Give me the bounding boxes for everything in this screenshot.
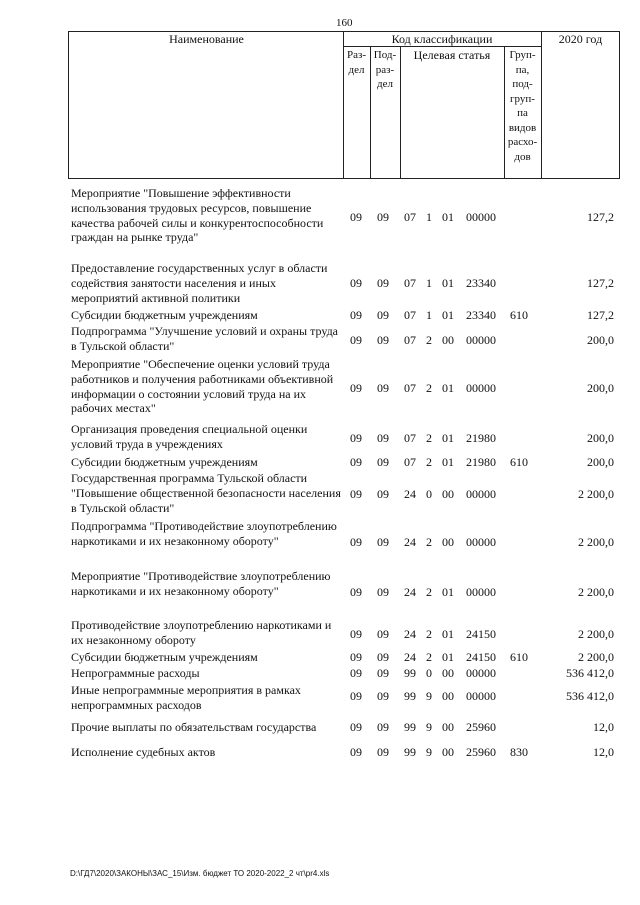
row-target-3: 00 bbox=[442, 666, 454, 680]
row-podrazdel: 09 bbox=[377, 276, 389, 290]
row-target-1: 07 bbox=[404, 333, 416, 347]
row-name: Подпрограмма "Улучшение условий и охраны труда в Тульской области" bbox=[71, 324, 338, 353]
row-podrazdel: 09 bbox=[377, 650, 389, 664]
row-group: 610 bbox=[510, 455, 528, 469]
row-target-2: 1 bbox=[426, 210, 432, 224]
row-target-1: 07 bbox=[404, 381, 416, 395]
row-name: Противодействие злоупотреблению наркотиками и их незаконному обороту bbox=[71, 618, 332, 647]
row-amount: 2 200,0 bbox=[578, 487, 614, 501]
row-target-2: 9 bbox=[426, 745, 432, 759]
row-razdel: 09 bbox=[350, 745, 362, 759]
row-target-3: 01 bbox=[442, 381, 454, 395]
row-target-2: 2 bbox=[426, 431, 432, 445]
row-amount: 200,0 bbox=[587, 381, 614, 395]
header-year: 2020 год bbox=[558, 32, 603, 46]
row-razdel: 09 bbox=[350, 585, 362, 599]
row-razdel: 09 bbox=[350, 650, 362, 664]
row-target-4: 25960 bbox=[466, 720, 496, 734]
row-amount: 200,0 bbox=[587, 333, 614, 347]
row-group: 830 bbox=[510, 745, 528, 759]
row-razdel: 09 bbox=[350, 381, 362, 395]
row-target-3: 01 bbox=[442, 431, 454, 445]
row-name: Мероприятие "Повышение эффективности использования трудовых ресурсов, повышение качества рабочей силы и конкурентоспособности граждан на рынке труда" bbox=[71, 186, 324, 245]
header-classification: Код классификации bbox=[391, 32, 493, 46]
row-target-3: 00 bbox=[442, 333, 454, 347]
row-amount: 2 200,0 bbox=[578, 650, 614, 664]
row-target-1: 07 bbox=[404, 210, 416, 224]
header-podrazdel: Под- раз- дел bbox=[373, 49, 397, 90]
row-razdel: 09 bbox=[350, 455, 362, 469]
row-target-2: 2 bbox=[426, 333, 432, 347]
row-target-3: 01 bbox=[442, 585, 454, 599]
row-target-2: 2 bbox=[426, 455, 432, 469]
row-target-4: 24150 bbox=[466, 650, 496, 664]
file-path-footer: D:\ГД7\2020\ЗАКОНЫ\ЗАС_15\Изм. бюджет ТО 2020-2022_2 чт\pr4.xls bbox=[70, 869, 330, 878]
row-target-2: 2 bbox=[426, 585, 432, 599]
row-target-1: 99 bbox=[404, 720, 416, 734]
row-podrazdel: 09 bbox=[377, 745, 389, 759]
row-amount: 2 200,0 bbox=[578, 627, 614, 641]
row-amount: 536 412,0 bbox=[566, 689, 614, 703]
row-razdel: 09 bbox=[350, 210, 362, 224]
row-name: Мероприятие "Противодействие злоупотреблению наркотиками и их незаконному обороту" bbox=[71, 569, 331, 598]
row-target-1: 24 bbox=[404, 627, 416, 641]
row-razdel: 09 bbox=[350, 487, 362, 501]
row-target-4: 00000 bbox=[466, 333, 496, 347]
row-target-3: 01 bbox=[442, 210, 454, 224]
header-target: Целевая статья bbox=[413, 48, 491, 62]
row-target-1: 24 bbox=[404, 535, 416, 549]
row-name: Иные непрограммные мероприятия в рамках непрограммных расходов bbox=[71, 683, 301, 712]
row-target-4: 21980 bbox=[466, 455, 496, 469]
row-target-4: 00000 bbox=[466, 666, 496, 680]
row-razdel: 09 bbox=[350, 431, 362, 445]
row-name: Субсидии бюджетным учреждениям bbox=[71, 308, 258, 322]
page-number: 160 bbox=[336, 17, 353, 29]
row-target-4: 00000 bbox=[466, 585, 496, 599]
row-target-1: 24 bbox=[404, 585, 416, 599]
row-podrazdel: 09 bbox=[377, 381, 389, 395]
row-amount: 536 412,0 bbox=[566, 666, 614, 680]
row-amount: 2 200,0 bbox=[578, 535, 614, 549]
row-podrazdel: 09 bbox=[377, 720, 389, 734]
row-name: Предоставление государственных услуг в области содействия занятости населения и иных мероприятий активной политики bbox=[71, 261, 328, 305]
row-razdel: 09 bbox=[350, 276, 362, 290]
row-amount: 12,0 bbox=[593, 745, 614, 759]
row-target-2: 9 bbox=[426, 720, 432, 734]
row-name: Непрограммные расходы bbox=[71, 666, 200, 680]
header-razdel: Раз- дел bbox=[346, 49, 366, 76]
row-target-3: 00 bbox=[442, 720, 454, 734]
row-name: Государственная программа Тульской области "Повышение общественной безопасности населения в Тульской области" bbox=[71, 471, 341, 515]
row-target-4: 00000 bbox=[466, 381, 496, 395]
row-razdel: 09 bbox=[350, 308, 362, 322]
row-target-3: 00 bbox=[442, 689, 454, 703]
row-target-2: 2 bbox=[426, 650, 432, 664]
row-amount: 200,0 bbox=[587, 455, 614, 469]
row-target-2: 1 bbox=[426, 308, 432, 322]
row-amount: 12,0 bbox=[593, 720, 614, 734]
row-name: Подпрограмма "Противодействие злоупотреблению наркотиками и их незаконному обороту" bbox=[71, 519, 337, 548]
row-podrazdel: 09 bbox=[377, 535, 389, 549]
row-target-3: 00 bbox=[442, 535, 454, 549]
row-amount: 200,0 bbox=[587, 431, 614, 445]
row-podrazdel: 09 bbox=[377, 487, 389, 501]
row-amount: 2 200,0 bbox=[578, 585, 614, 599]
row-amount: 127,2 bbox=[587, 276, 614, 290]
row-podrazdel: 09 bbox=[377, 431, 389, 445]
row-target-3: 01 bbox=[442, 308, 454, 322]
row-target-4: 00000 bbox=[466, 689, 496, 703]
row-razdel: 09 bbox=[350, 535, 362, 549]
row-razdel: 09 bbox=[350, 689, 362, 703]
row-name: Исполнение судебных актов bbox=[71, 745, 216, 759]
row-podrazdel: 09 bbox=[377, 689, 389, 703]
row-podrazdel: 09 bbox=[377, 308, 389, 322]
row-target-2: 9 bbox=[426, 689, 432, 703]
row-target-1: 07 bbox=[404, 308, 416, 322]
row-group: 610 bbox=[510, 650, 528, 664]
row-group: 610 bbox=[510, 308, 528, 322]
row-target-2: 0 bbox=[426, 666, 432, 680]
row-target-2: 0 bbox=[426, 487, 432, 501]
row-razdel: 09 bbox=[350, 627, 362, 641]
row-target-4: 25960 bbox=[466, 745, 496, 759]
row-amount: 127,2 bbox=[587, 308, 614, 322]
row-target-2: 2 bbox=[426, 627, 432, 641]
row-target-1: 99 bbox=[404, 689, 416, 703]
row-target-4: 00000 bbox=[466, 535, 496, 549]
row-podrazdel: 09 bbox=[377, 585, 389, 599]
row-target-1: 07 bbox=[404, 455, 416, 469]
row-name: Прочие выплаты по обязательствам государства bbox=[71, 720, 317, 734]
row-target-1: 07 bbox=[404, 431, 416, 445]
row-name: Мероприятие "Обеспечение оценки условий труда работников и получения работниками объективной информации о состоянии условий труда на их рабочих местах" bbox=[71, 357, 334, 416]
row-podrazdel: 09 bbox=[377, 455, 389, 469]
row-target-4: 00000 bbox=[466, 210, 496, 224]
row-target-4: 24150 bbox=[466, 627, 496, 641]
row-target-1: 24 bbox=[404, 487, 416, 501]
row-target-4: 23340 bbox=[466, 276, 496, 290]
row-podrazdel: 09 bbox=[377, 666, 389, 680]
row-target-3: 00 bbox=[442, 487, 454, 501]
row-target-4: 23340 bbox=[466, 308, 496, 322]
row-podrazdel: 09 bbox=[377, 333, 389, 347]
row-target-1: 24 bbox=[404, 650, 416, 664]
row-name: Организация проведения специальной оценки условий труда в учреждениях bbox=[71, 422, 308, 451]
header-name: Наименование bbox=[169, 32, 244, 46]
row-name: Субсидии бюджетным учреждениям bbox=[71, 455, 258, 469]
row-target-1: 99 bbox=[404, 666, 416, 680]
row-podrazdel: 09 bbox=[377, 210, 389, 224]
row-target-2: 2 bbox=[426, 535, 432, 549]
row-target-3: 01 bbox=[442, 627, 454, 641]
row-razdel: 09 bbox=[350, 666, 362, 680]
row-razdel: 09 bbox=[350, 720, 362, 734]
row-name: Субсидии бюджетным учреждениям bbox=[71, 650, 258, 664]
row-target-4: 21980 bbox=[466, 431, 496, 445]
row-razdel: 09 bbox=[350, 333, 362, 347]
row-target-3: 01 bbox=[442, 455, 454, 469]
row-target-2: 2 bbox=[426, 381, 432, 395]
row-target-1: 99 bbox=[404, 745, 416, 759]
row-amount: 127,2 bbox=[587, 210, 614, 224]
row-target-4: 00000 bbox=[466, 487, 496, 501]
row-target-3: 01 bbox=[442, 276, 454, 290]
row-target-3: 01 bbox=[442, 650, 454, 664]
row-target-2: 1 bbox=[426, 276, 432, 290]
header-group: Груп- па, под- груп- па видов расхо- дов bbox=[507, 49, 538, 163]
row-target-3: 00 bbox=[442, 745, 454, 759]
row-podrazdel: 09 bbox=[377, 627, 389, 641]
row-target-1: 07 bbox=[404, 276, 416, 290]
